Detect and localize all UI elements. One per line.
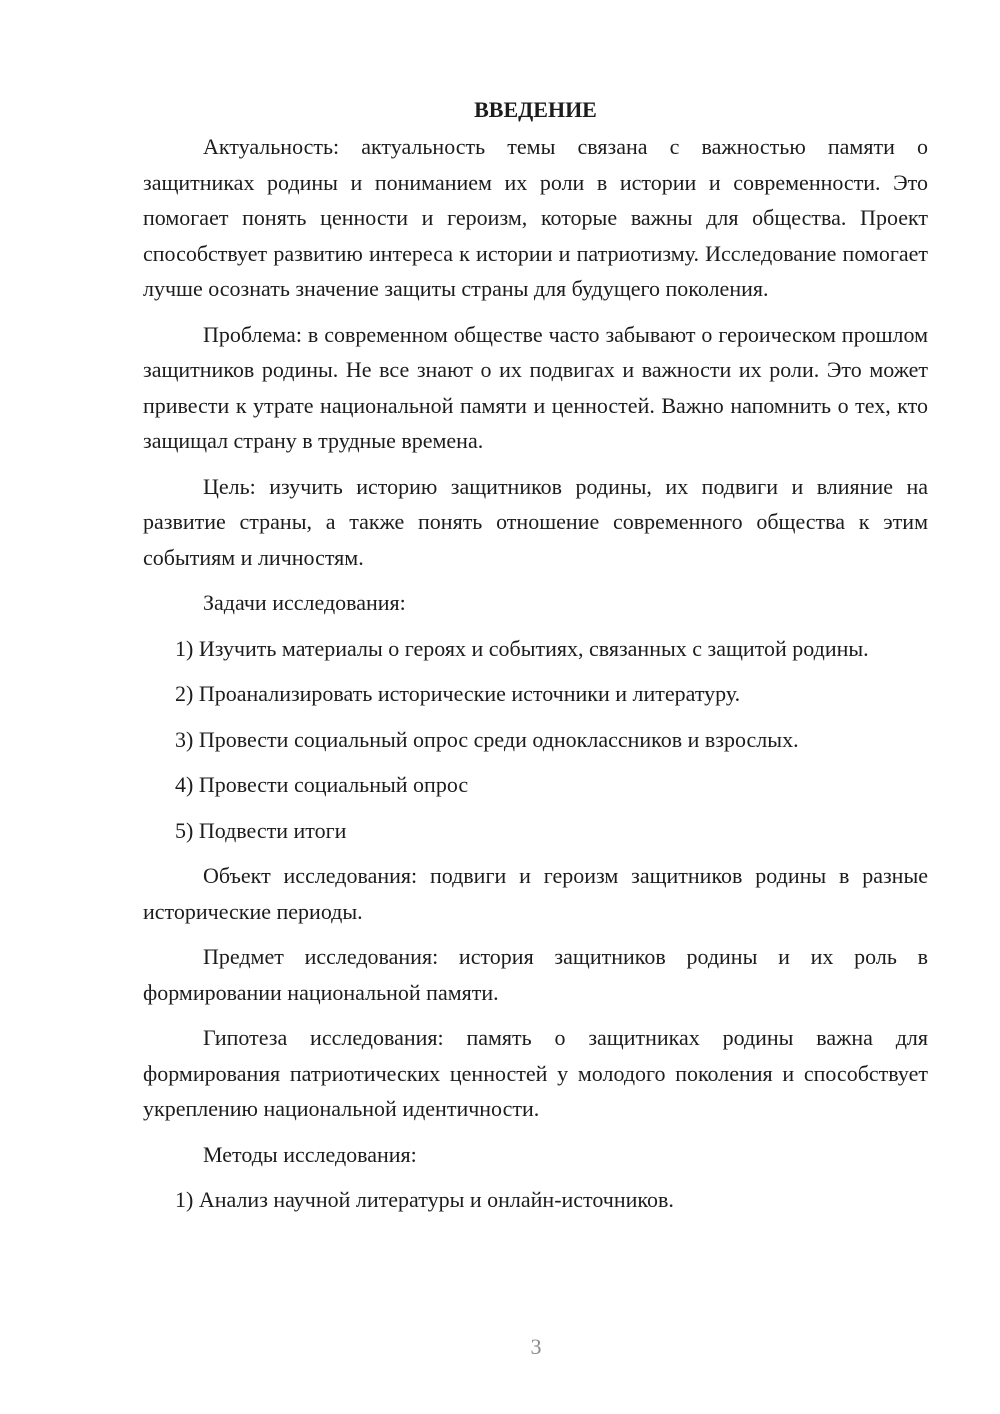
page-content <box>143 92 928 1228</box>
paragraph-relevance: Актуальность: актуальность темы связана с важностью памяти о защитниках родины и пониманием их роли в истории и современности. Это помогает понять ценности и героизм, которые важны для общества. Проект способствует развитию интереса к истории и патриотизму. Исследование помогает лучше осознать значение защиты страны для будущего поколения. <box>143 134 928 301</box>
task-item: 1) Изучить материалы о героях и событиях, связанных с защитой родины. <box>175 635 869 661</box>
task-item: 5) Подвести итоги <box>175 817 347 843</box>
task-item: 3) Провести социальный опрос среди одноклассников и взрослых. <box>175 726 799 752</box>
paragraph-problem: Проблема: в современном обществе часто забывают о героическом прошлом защитников родины. Не все знают о их подвигах и важности их роли. Это может привести к утрате национальной памяти и ценностей. Важно напомнить о тех, кто защищал страну в трудные времена. <box>143 321 928 453</box>
paragraph-goal: Цель: изучить историю защитников родины, их подвиги и влияние на развитие страны, а также понять отношение современного общества к этим событиям и личностям. <box>143 473 928 570</box>
paragraph-hypothesis: Гипотеза исследования: память о защитниках родины важна для формирования патриотических ценностей у молодого поколения и способствует укреплению национальной идентичности. <box>143 1025 928 1121</box>
task-item: 4) Провести социальный опрос <box>175 772 469 797</box>
method-item: 1) Анализ научной литературы и онлайн-источников. <box>175 1187 674 1212</box>
paragraph-tasks-heading: Задачи исследования: <box>203 590 406 615</box>
paragraph-object: Объект исследования: подвиги и героизм защитников родины в разные исторические периоды. <box>143 863 928 924</box>
paragraph-methods-heading: Методы исследования: <box>203 1141 417 1167</box>
task-item: 2) Проанализировать исторические источники и литературу. <box>175 681 741 706</box>
paragraph-subject: Предмет исследования: история защитников родины и их роль в формировании национальной памяти. <box>143 944 928 1005</box>
section-title: ВВЕДЕНИЕ <box>474 97 597 122</box>
page-number: 3 <box>530 1334 542 1359</box>
